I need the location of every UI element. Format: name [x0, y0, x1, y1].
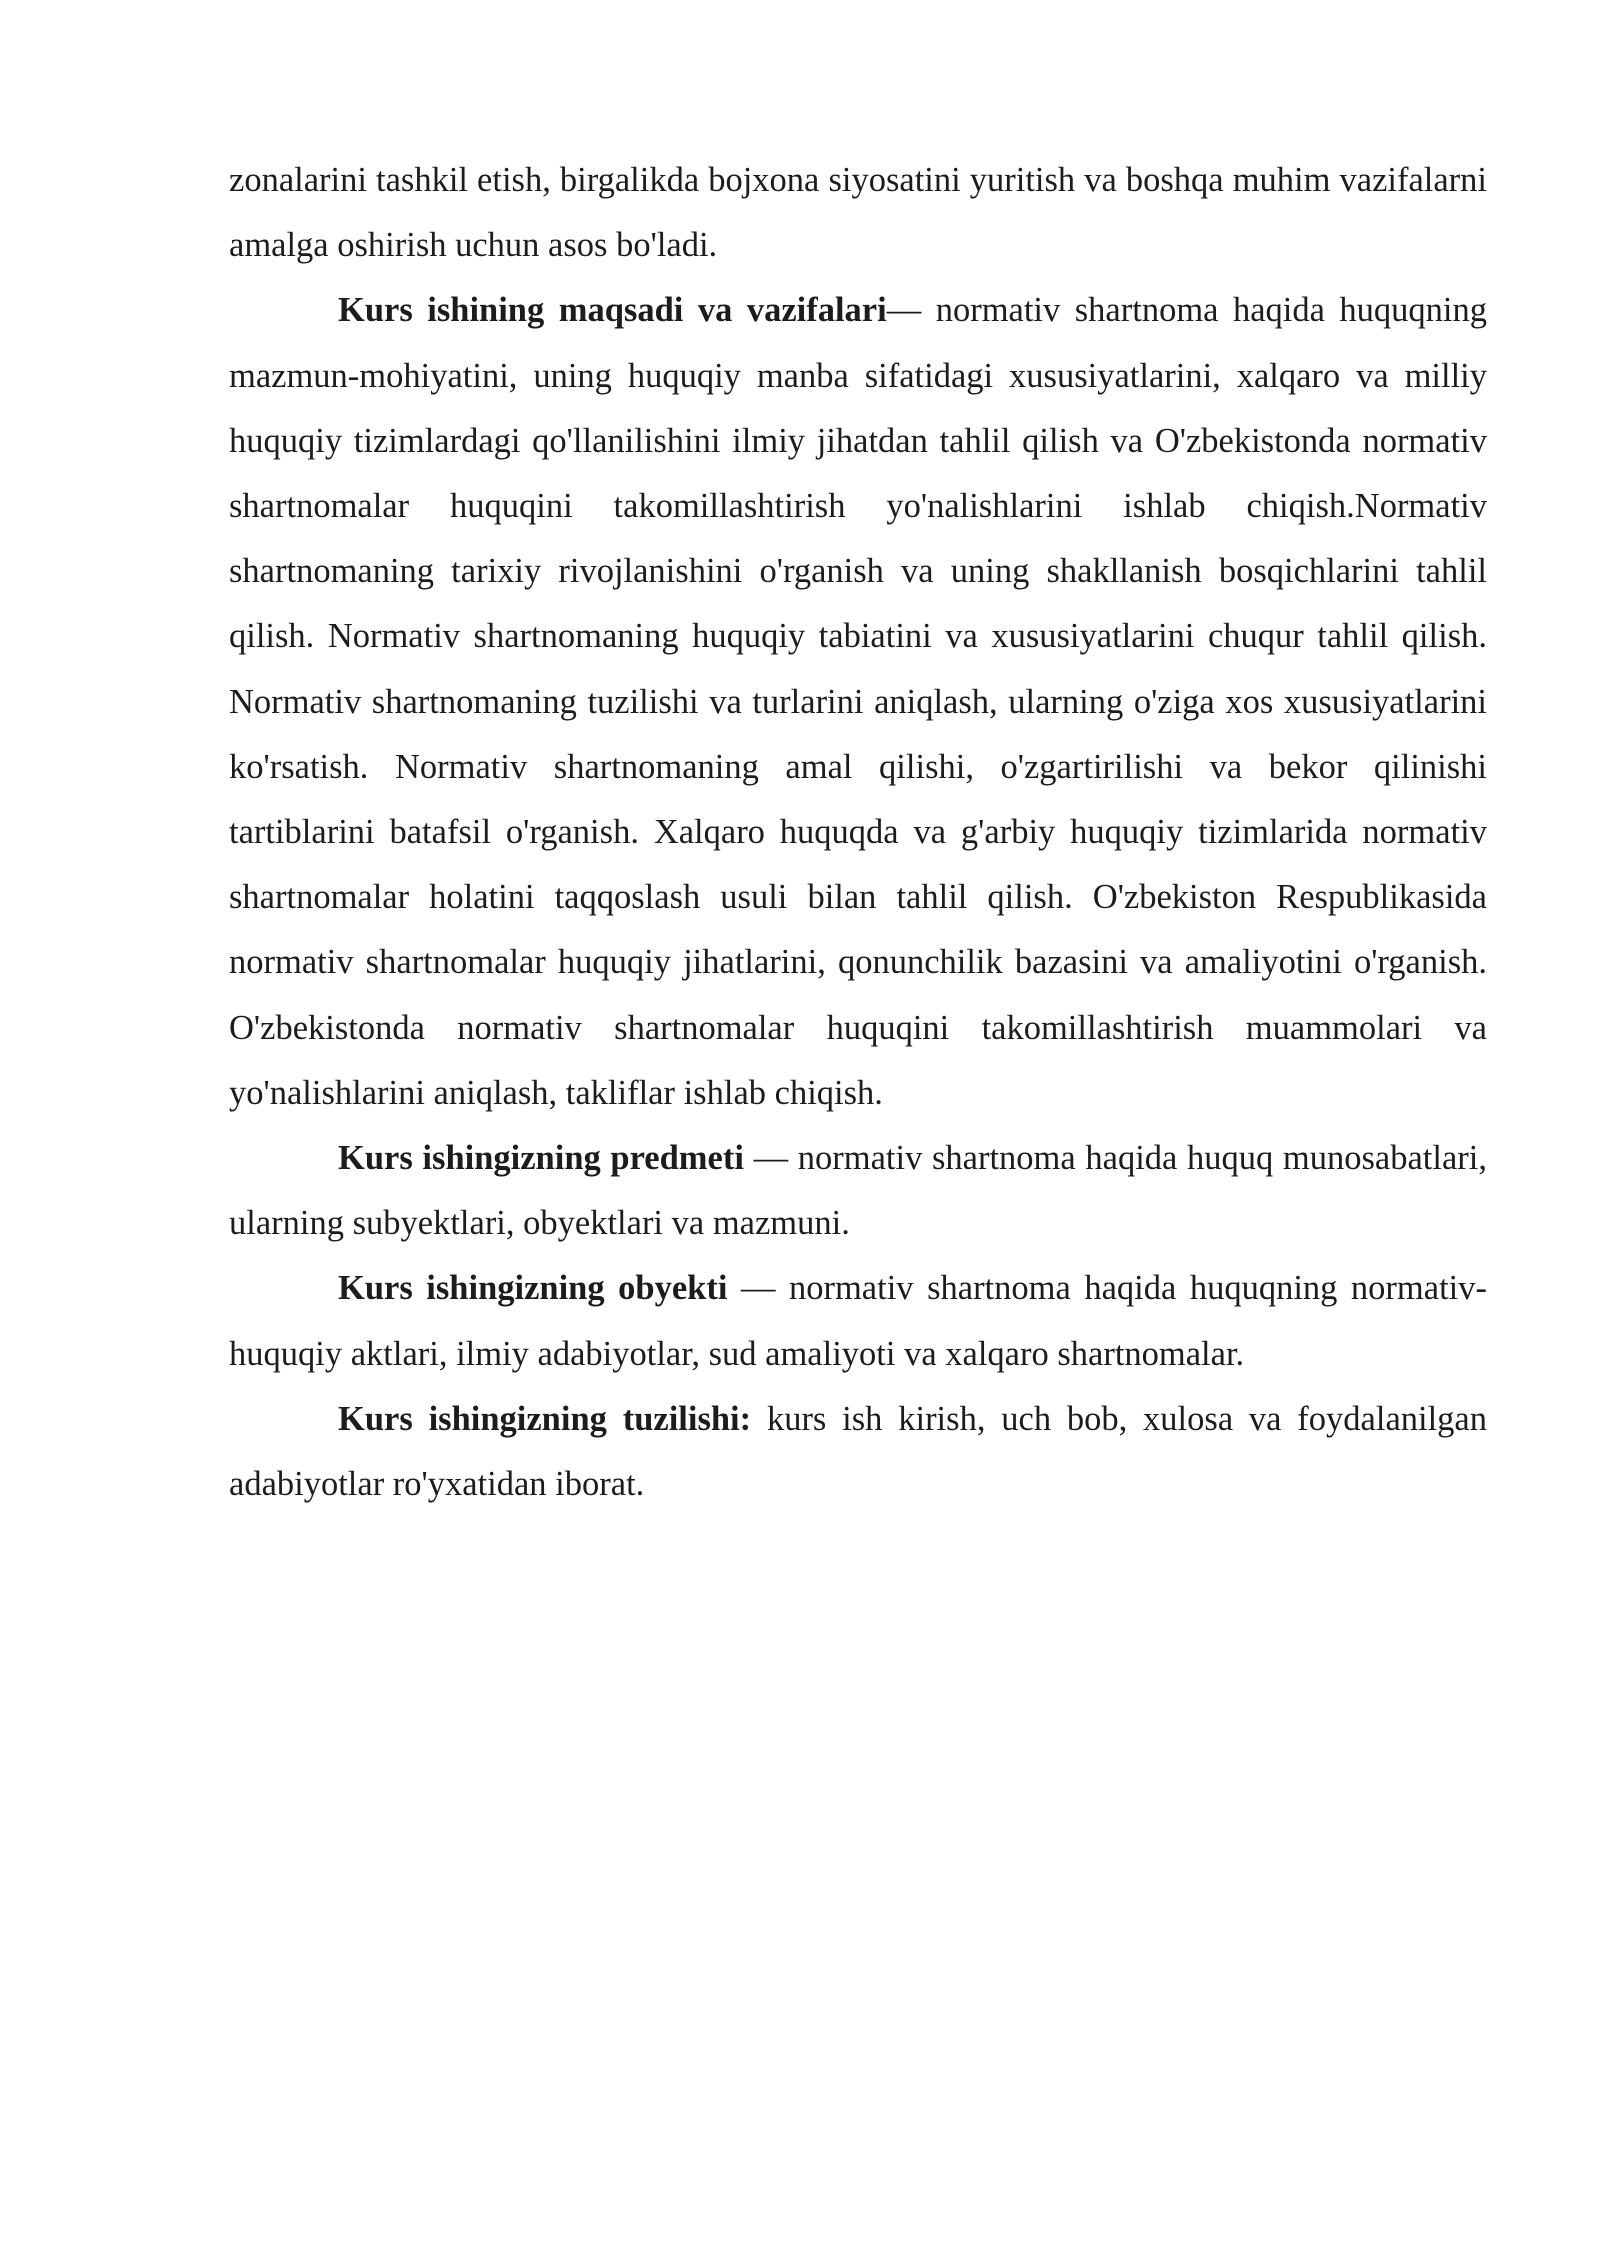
paragraph-heading: Kurs ishingizning predmeti	[338, 1139, 744, 1178]
paragraph-object	[229, 1256, 1487, 1386]
paragraph-body: zonalarini tashkil etish, birgalikda bojxona siyosatini yuritish va boshqa muhim vazifalarni amalga oshirish uchun asos bo'ladi.	[229, 161, 1487, 265]
paragraph-structure	[229, 1387, 1487, 1517]
paragraph-goals	[229, 278, 1487, 1126]
paragraph-continuation	[229, 148, 1487, 278]
paragraph-subject	[229, 1126, 1487, 1256]
paragraph-body: — normativ shartnoma haqida huquqning normativ-huquqiy aktlari, ilmiy adabiyotlar, sud amaliyoti va xalqaro shartnomalar.	[229, 1269, 1487, 1373]
document-body	[229, 148, 1487, 1517]
paragraph-body: — normativ shartnoma haqida huquq munosabatlari, ularning subyektlari, obyektlari va mazmuni.	[229, 1139, 1487, 1243]
paragraph-heading: Kurs ishining maqsadi va vazifalari	[338, 291, 887, 330]
paragraph-body: kurs ish kirish, uch bob, xulosa va foydalanilgan adabiyotlar ro'yxatidan iborat.	[229, 1399, 1487, 1504]
paragraph-body: — normativ shartnoma haqida huquqning mazmun-mohiyatini, uning huquqiy manba sifatidagi xususiyatlarini, xalqaro va milliy huquqiy tizimlardagi qo'llanilishini ilmiy jihatdan tahlil qilish va O'zbekistonda normativ shartnomalar huquqini takomillashtirish yo'nalishlarini ishlab chiqish.Normativ shartnomaning tarixiy rivojlanishini o'rganish va uning shakllanish bosqichlarini tahlil qilish. Normativ shartnomaning huquqiy tabiatini va xususiyatlarini chuqur tahlil qilish. Normativ shartnomaning tuzilishi va turlarini aniqlash, ularning o'ziga xos xususiyatlarini ko'rsatish. Normativ shartnomaning amal qilishi, o'zgartirilishi va bekor qilinishi tartiblarini batafsil o'rganish. Xalqaro huquqda va g'arbiy huquqiy tizimlarida normativ shartnomalar holatini taqqoslash usuli bilan tahlil qilish. O'zbekiston Respublikasida normativ shartnomalar huquqiy jihatlarini, qonunchilik bazasini va amaliyotini o'rganish. O'zbekistonda normativ shartnomalar huquqini takomillashtirish muammolari va yo'nalishlarini aniqlash, takliflar ishlab chiqish.	[229, 291, 1487, 1112]
paragraph-heading: Kurs ishingizning tuzilishi:	[338, 1399, 752, 1438]
paragraph-heading: Kurs ishingizning obyekti	[338, 1269, 728, 1308]
